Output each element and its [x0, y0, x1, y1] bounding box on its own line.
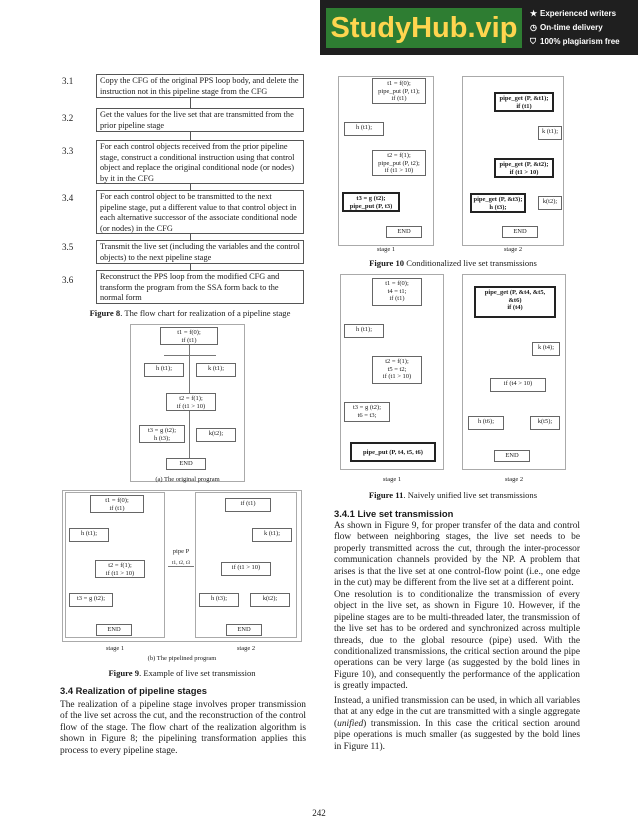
- node-k-t2: k(t2);: [196, 428, 236, 442]
- s2-node-if2: if (t1 > 10): [221, 562, 271, 576]
- node-t2: t2 = f(1); if (t1 > 10): [166, 393, 216, 411]
- s2-node-h: h (t3);: [199, 593, 239, 607]
- s2-node-k: k (t1);: [252, 528, 292, 542]
- node-t1: t1 = f(0); if (t1): [160, 327, 218, 345]
- subfigure-label: (a) The original program: [155, 476, 220, 483]
- step-box: Reconstruct the PPS loop from the modified CFG and transform the program from the SSA form back to the normal form: [96, 270, 304, 304]
- step-box: For each control object to be transmitted to the next pipeline stage, put a different value to that control object in each alternative successor of the associate conditional node (or nodes) in the CFG: [96, 190, 304, 234]
- node-k-t1: k (t1);: [196, 363, 236, 377]
- s1-node-t2: t2 = f(1); if (t1 > 10): [95, 560, 145, 578]
- perk-item: ★ Experienced writers: [530, 9, 617, 18]
- star-icon: ★: [530, 9, 538, 18]
- step-box: Copy the CFG of the original PPS loop body, and delete the instruction not in this pipeline stage from the CFG: [96, 74, 304, 98]
- page-number: 242: [312, 808, 326, 818]
- edge: [189, 345, 190, 393]
- f10-s1-node-t2: t2 = f(1); pipe_put (P, t2); if (t1 > 10): [372, 150, 426, 176]
- step-box: Get the values for the live set that are transmitted from the prior pipeline stage: [96, 108, 304, 132]
- pipe-arrow: [168, 566, 194, 567]
- section-paragraph: One resolution is to conditionalize the transmission of every object in the live set, as shown in Figure 10. However, if the pipeline stages are to be multi-threaded later, the transmission of the live set has to be ordered and synchronized across multiple threads, due to the global resource (pipe) used. With the conditionalized transmissions, the critical section around the pipe operations can be very large (as suggested by the bold lines in Figure 10), and consequently the performance of the application is greatly impacted.: [334, 590, 580, 692]
- s2-node-k2: k(t2);: [250, 593, 290, 607]
- figure-caption: Figure 11. Naively unified live set transmissions: [368, 490, 538, 500]
- f11-s1-node-h: h (t1);: [344, 324, 384, 338]
- s1-node-t3: t3 = g (t2);: [69, 593, 113, 607]
- figure-caption: Figure 9. Example of live set transmission: [108, 668, 256, 678]
- f11-s1-pipe-put: pipe_put (P, t4, t5, t6): [350, 442, 436, 462]
- section-paragraph: The realization of a pipeline stage involves proper transmission of the live set across the cut, and the reconstruction of the control flow of the stage. The flow chart of the realization algorithm is shown in Figure 8; the pipelining transformation applies this process to every pipeline stage.: [60, 700, 306, 756]
- f11-s1-node-t3: t3 = g (t2); t6 = t3;: [344, 402, 390, 422]
- f10-s2-node-k2: k(t2);: [538, 196, 562, 210]
- perk-item: ◷ On-time delivery: [530, 23, 603, 32]
- node-end: END: [166, 458, 206, 470]
- step-number: 3.1: [62, 76, 74, 86]
- subfigure-label: (b) The pipelined program: [147, 655, 217, 662]
- f10-s2-end: END: [502, 226, 538, 238]
- stage-label: stage 1: [382, 476, 402, 483]
- flow-arrow: [190, 98, 191, 108]
- f11-s2-node-if: if (t4 > 10): [490, 378, 546, 392]
- figure-caption: Figure 8. The flow chart for realization of a pipeline stage: [89, 308, 291, 318]
- f11-s2-node-k: k (t4);: [532, 342, 560, 356]
- section-paragraph: Instead, a unified transmission can be used, in which all variables that at any edge in the cut are transmitted with a single aggregate (unified) transmission. In this case the critical section around pipe operations is much smaller (as suggested by the bold lines in Figure 11).: [334, 696, 580, 752]
- f11-s2-end: END: [494, 450, 530, 462]
- s1-node-end: END: [96, 624, 132, 636]
- f11-s2-pipe-get: pipe_get (P, &t4, &t5, &t6) if (t4): [474, 286, 556, 318]
- brand-logo[interactable]: StudyHub.vip: [326, 8, 522, 48]
- shield-icon: ⛉: [530, 37, 536, 46]
- f10-s1-node-h: h (t1);: [344, 122, 384, 136]
- edge: [164, 355, 216, 356]
- stage-label: stage 2: [504, 476, 524, 483]
- step-box: Transmit the live set (including the variables and the control objects) to the next pipeline stage: [96, 240, 304, 264]
- f11-s1-node-t1: t1 = f(0); t4 = t1; if (t1): [372, 278, 422, 306]
- stage-label: stage 2: [503, 246, 523, 253]
- section-paragraph: As shown in Figure 9, for proper transfer of the data and control flow between neighboring stages, the live set needs to be properly transmitted across the cut, through the inter-processor communication channels provided by the NP. A problem that arises is that the live set at one control-flow point (i.e., one edge in the cut) may be different from the live set at a different point.: [334, 521, 580, 589]
- f10-s2-node-get1: pipe_get (P, &t1); if (t1): [494, 92, 554, 112]
- subsection-heading: 3.4.1 Live set transmission: [334, 508, 454, 519]
- f10-s1-end: END: [386, 226, 422, 238]
- pipe-vars: t1, t2, t3: [171, 560, 191, 566]
- node-t3: t3 = g (t2); h (t3);: [139, 425, 185, 443]
- stage-label: stage 2: [236, 645, 256, 652]
- f10-s2-node-k: k (t1);: [538, 126, 562, 140]
- s1-node-h: h (t1);: [69, 528, 109, 542]
- step-number: 3.2: [62, 113, 74, 123]
- f10-s1-node-t3: t3 = g (t2); pipe_put (P, t3): [342, 192, 400, 212]
- s2-node-if: if (t1): [225, 498, 271, 512]
- step-number: 3.6: [62, 275, 74, 285]
- pipe-label: pipe P: [172, 548, 190, 555]
- f10-s1-node-t1: t1 = f(0); pipe_put (P, t1); if (t1): [372, 78, 426, 104]
- f11-s1-node-t2: t2 = f(1); t5 = t2; if (t1 > 10): [372, 356, 422, 384]
- section-heading: 3.4 Realization of pipeline stages: [60, 685, 207, 696]
- flow-arrow: [190, 132, 191, 140]
- step-box: For each control objects received from the prior pipeline stage, construct a conditional instruction using that control object and replace the original conditional node (or nodes) by it in the CFG: [96, 140, 304, 184]
- clock-icon: ◷: [530, 23, 537, 32]
- edge: [189, 411, 190, 458]
- f11-s2-node-k2: k(t5);: [530, 416, 560, 430]
- step-number: 3.4: [62, 193, 74, 203]
- node-h-t1: h (t1);: [144, 363, 184, 377]
- step-number: 3.5: [62, 242, 74, 252]
- f10-s2-node-get3: pipe_get (P, &t3); h (t3);: [470, 193, 526, 213]
- f10-s2-node-get2: pipe_get (P, &t2); if (t1 > 10): [494, 158, 554, 178]
- stage-label: stage 1: [105, 645, 125, 652]
- f11-s2-node-h: h (t6);: [468, 416, 504, 430]
- s2-node-end: END: [226, 624, 262, 636]
- step-number: 3.3: [62, 146, 74, 156]
- s1-node-t1: t1 = f(0); if (t1): [90, 495, 144, 513]
- stage-label: stage 1: [376, 246, 396, 253]
- perk-item: ⛉ 100% plagiarism free: [530, 37, 620, 46]
- figure-caption: Figure 10 Conditionalized live set transmissions: [369, 258, 537, 268]
